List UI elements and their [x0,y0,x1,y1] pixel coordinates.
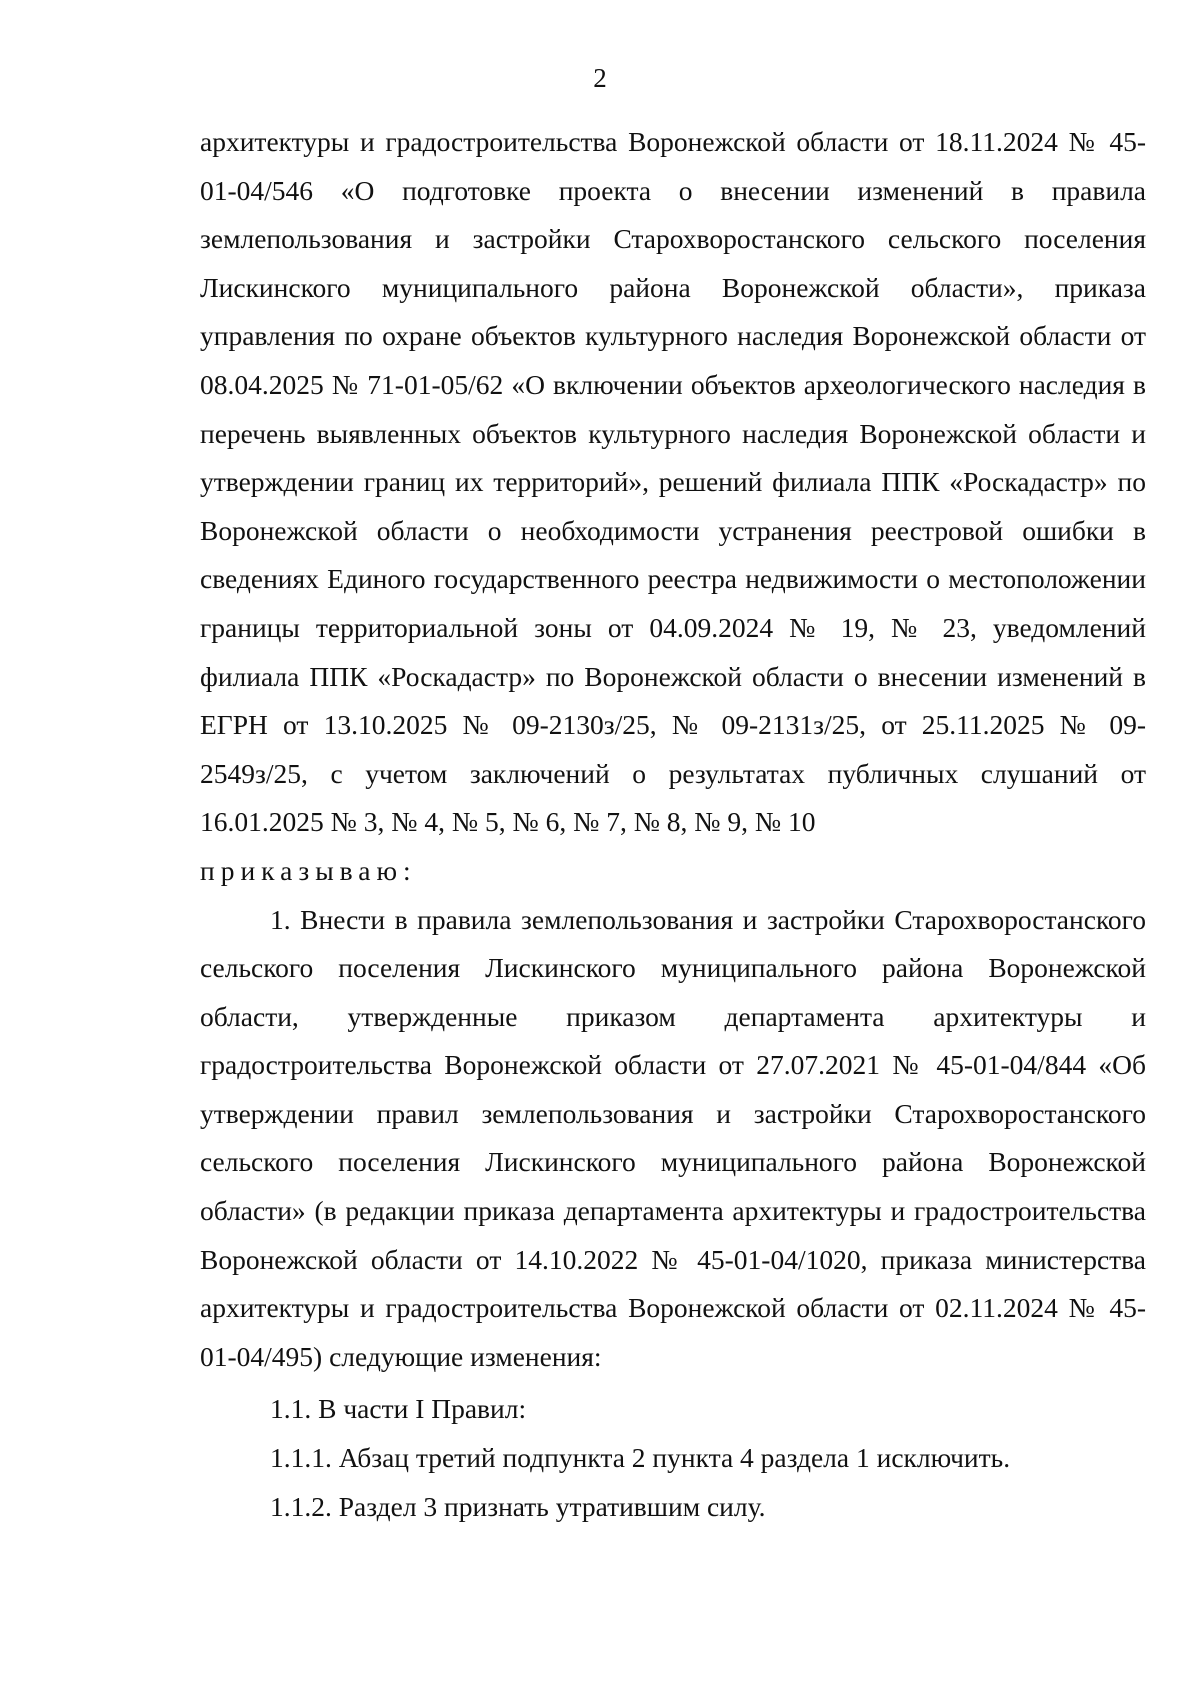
document-body [200,118,1146,1531]
paragraph-item-1-1: 1.1. В части I Правил: [270,1393,527,1425]
paragraph-item-1-1-1: 1.1.1. Абзац третий подпункта 2 пункта 4 раздела 1 исключить. [270,1442,1011,1474]
paragraph-order-word: приказываю: [200,854,417,886]
paragraph-preamble-continued: архитектуры и градостроительства Воронежской области от 18.11.2024 № 45-01-04/546 «О подготовке проекта о внесении изменений в правила землепользования и застройки Старохворостанского сельского поселения Лискинского муниципального района Воронежской области», приказа управления по охране объектов культурного наследия Воронежской области от 08.04.2025 № 71-01-05/62 «О включении объектов археологического наследия в перечень выявленных объектов культурного наследия Воронежской области и утверждении границ их территорий», решений филиала ППК «Роскадастр» по Воронежской области о необходимости устранения реестровой ошибки в сведениях Единого государственного реестра недвижимости о местоположении границы территориальной зоны от 04.09.2024 № 19, № 23, уведомлений филиала ППК «Роскадастр» по Воронежской области о внесении изменений в ЕГРН от 13.10.2025 № 09-2130з/25, № 09-2131з/25, от 25.11.2025 № 09-2549з/25, с учетом заключений о результатах публичных слушаний от 16.01.2025 № 3, № 4, № 5, № 6, № 7, № 8, № 9, № 10 [200,126,1146,838]
paragraph-item-1-1-2: 1.1.2. Раздел 3 признать утратившим силу. [270,1490,766,1522]
page-number: 2 [593,63,607,93]
paragraph-item-1: 1. Внести в правила землепользования и застройки Старохворостанского сельского поселения Лискинского муниципального района Воронежской области, утвержденные приказом департамента архитектуры и градостроительства Воронежской области от 27.07.2021 № 45-01-04/844 «Об утверждении правил землепользования и застройки Старохворостанского сельского поселения Лискинского муниципального района Воронежской области» (в редакции приказа департамента архитектуры и градостроительства Воронежской области от 14.10.2022 № 45-01-04/1020, приказа министерства архитектуры и градостроительства Воронежской области от 02.11.2024 № 45-01-04/495) следующие изменения: [200,903,1146,1372]
